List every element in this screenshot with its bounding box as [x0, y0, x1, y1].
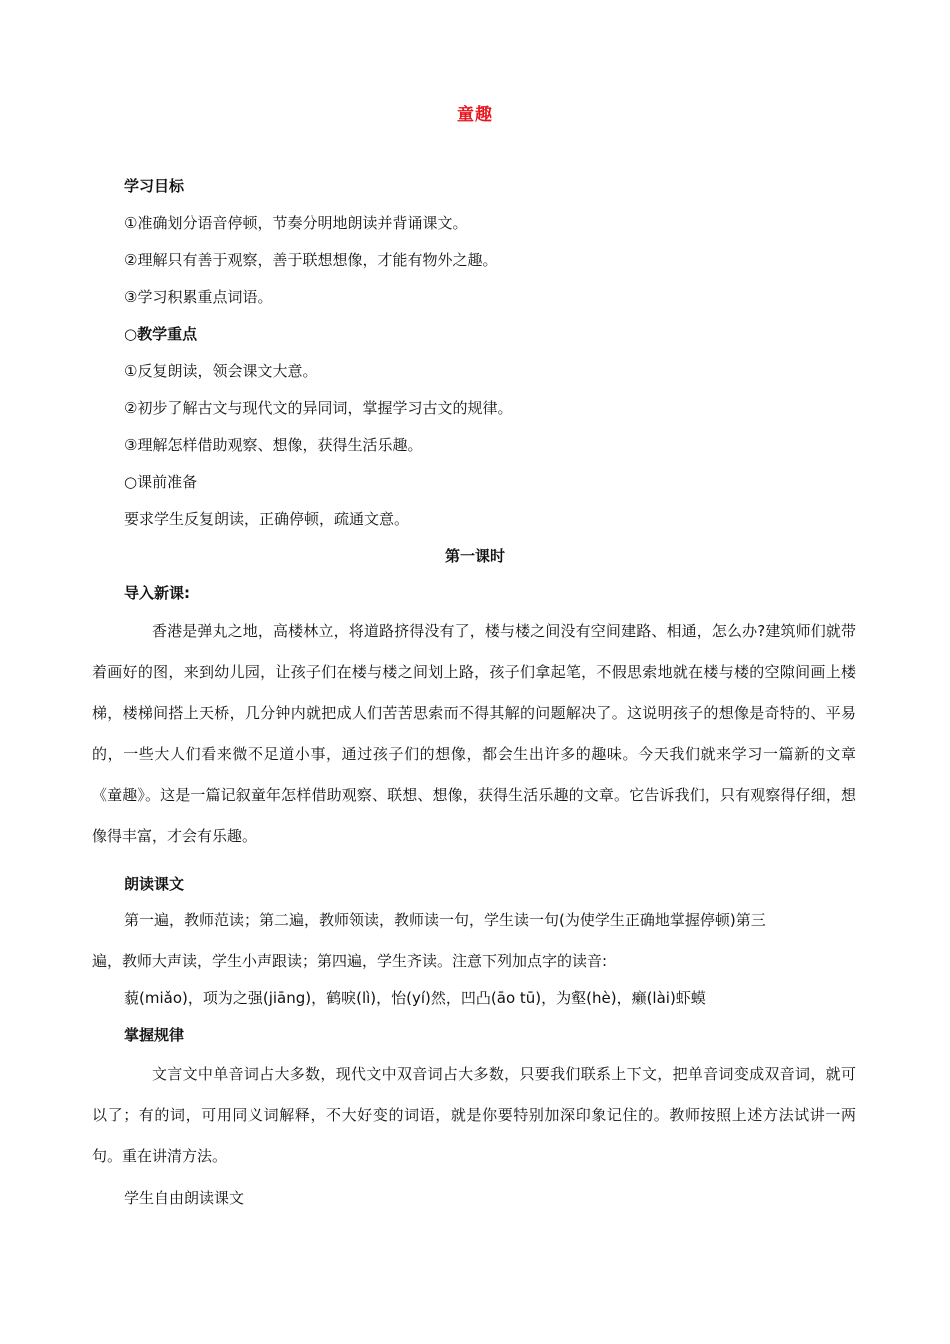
prep-heading: ○课前准备	[124, 473, 198, 491]
rules-paragraph: 文言文中单音词占大多数，现代文中双音词占大多数，只要我们联系上下文，把单音词变成双音词，就可以了；有的词，可用同义词解释，不大好变的词语，就是你要特别加深印象记住的。教师按照上述方法试讲一两句。重在讲清方法。	[92, 1065, 856, 1165]
intro-paragraph: 香港是弹丸之地，高楼林立，将道路挤得没有了，楼与楼之间没有空间建路、相通，怎么办?建筑师们就带着画好的图，来到幼儿园，让孩子们在楼与楼之间划上路，孩子们拿起笔，不假思索地就在楼与楼的空隙间画上楼梯，楼梯间搭上天桥，几分钟内就把成人们苦苦思索而不得其解的问题解决了。这说明孩子的想像是奇特的、平易的，一些大人们看来微不足道小事，通过孩子们的想像，都会生出许多的趣味。今天我们就来学习一篇新的文章《童趣》。这是一篇记叙童年怎样借助观察、联想、想像，获得生活乐趣的文章。它告诉我们，只有观察得仔细，想像得丰富，才会有乐趣。	[92, 622, 856, 845]
pinyin-line: 藐(miǎo)，项为之强(jiāng)，鹤唳(lì)，怡(yí)然，凹凸(āo tū)，为壑(hè)，癞(lài)虾蟆	[124, 989, 706, 1007]
goal-item: ①准确划分语音停顿，节奏分明地朗读并背诵课文。	[124, 214, 468, 232]
reading-line: 遍，教师大声读，学生小声跟读；第四遍，学生齐读。注意下列加点字的读音:	[92, 952, 608, 970]
lesson-title: 第一课时	[444, 547, 505, 565]
document-title: 童趣	[457, 105, 493, 125]
keypoint-item: ③理解怎样借助观察、想像，获得生活乐趣。	[124, 436, 423, 454]
keypoints-heading: ○教学重点	[124, 325, 198, 343]
intro-heading: 导入新课:	[124, 584, 190, 602]
rules-heading: 掌握规律	[124, 1026, 185, 1044]
goal-item: ②理解只有善于观察，善于联想想像，才能有物外之趣。	[124, 251, 498, 269]
keypoint-item: ②初步了解古文与现代文的异同词，掌握学习古文的规律。	[124, 399, 513, 417]
goal-item: ③学习积累重点词语。	[124, 288, 273, 306]
keypoint-item: ①反复朗读，领会课文大意。	[124, 362, 318, 380]
reading-line: 第一遍，教师范读；第二遍，教师领读，教师读一句，学生读一句(为使学生正确地掌握停顿)第三	[124, 911, 766, 929]
free-reading-text: 学生自由朗读课文	[124, 1189, 245, 1207]
prep-text: 要求学生反复朗读，正确停顿，疏通文意。	[124, 510, 410, 528]
reading-heading: 朗读课文	[124, 875, 185, 893]
goals-heading: 学习目标	[124, 177, 185, 195]
